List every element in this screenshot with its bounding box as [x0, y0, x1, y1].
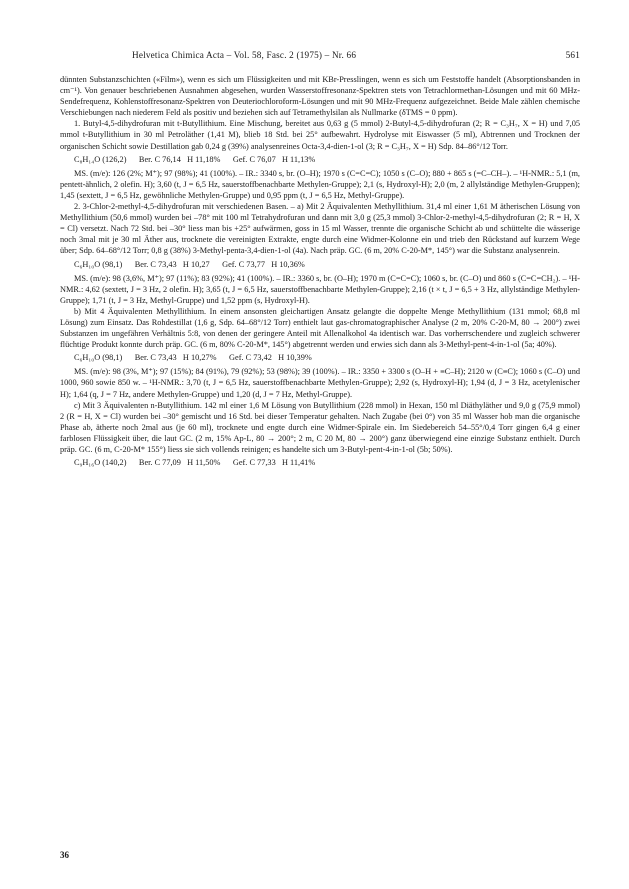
elemental-analysis: C₉H₁₆O (140,2) Ber. C 77,09 H 11,50% Gef. C 77,33 H 11,41% — [74, 458, 316, 468]
spectral-data: MS. (m/e): 98 (3%, M⁺); 97 (15%); 84 (91%), 79 (92%); 53 (98%); 39 (100%). – IR.: 3350 + 3300 s (O–H + ≡C–H); 2120 w (C≡C); 1060 s (C–O) und 1000, 960 sowie 850 w. – ¹H-NMR.: 3,70 (t, J = 6,5 Hz, sauerstoffbenachbarte Methylen-Gruppe); 2,92 (s, Hydroxyl-H); 1,94 (d, J = 3 Hz, acetylenischer H); 1,64 (q, J = 7 Hz, andere Methylen-Gruppe) und 1,20 (d, J = 7 Hz, Methyl-Gruppe). — [60, 367, 580, 399]
journal-title: Helvetica Chimica Acta – Vol. 58, Fasc. 2 (1975) – Nr. 66 — [132, 50, 357, 60]
paragraph: 1. Butyl-4,5-dihydrofuran mit t-Butyllithium. Eine Mischung, bereitet aus 0,63 g (5 mmol) 2-Butyl-4,5-dihydrofuran (2; R = C₃H₇, X = H) und 7,05 mmol t-Butyllithium in 30 ml Petroläther (1,41 M), blieb 18 Std. bei 25° aufbewahrt. Hydrolyse mit Eiswasser (5 ml), Abtrennen und Trocknen der organischen Schicht sowie Destillation gab 0,24 g (39%) analysenreines Octa-3,4-dien-1-ol (3; R = C₃H₇, X = H) Sdp. 84–86°/12 Torr. — [60, 119, 580, 151]
paragraph: b) Mit 4 Äquivalenten Methyllithium. In einem ansonsten gleichartigen Ansatz gelangte die doppelte Menge Methyllithium (131 mmol; 68,8 ml Lösung) zum Einsatz. Das Rohdestillat (1,6 g, Sdp. 64–68°/12 Torr) enthielt laut gas-chromatographischer Analyse (2 m, 20% C-20-M, 80 → 200°) zwei Substanzen im ungefähren Verhältnis 5:8, von denen der geringere Anteil mit Allenalkohol 4a identisch war. Das vorherrschendere und zugleich schwerer flüchtige Produkt konnte durch präp. GC. (6 m, 80% C-20-M*, 145°) abgetrennt werden und erwies sich dann als 3-Methyl-pent-4-in-1-ol (5a; 40%). — [60, 306, 580, 350]
spectral-data: MS. (m/e): 98 (3,6%, M⁺); 97 (11%); 83 (92%); 41 (100%). – IR.: 3360 s, br. (O–H); 1970 m (C=C=C); 1060 s, br. (C–O) und 860 s (C=C=CH₂). – ¹H-NMR.: 4,62 (sextett, J = 3 Hz, 2 olefin. H); 3,65 (t, J = 6,5 Hz, sauerstoffbenachbarte Methylen-Gruppe); 2,16 (t × t, J = 6,5 + 3 Hz, allylständige Methylen-Gruppe); 1,71 (t, J = 3 Hz, Methyl-Gruppe) und 1,52 ppm (s, Hydroxyl-H). — [60, 273, 580, 305]
page-number: 561 — [565, 50, 580, 60]
footer-mark: 36 — [60, 850, 69, 860]
running-header — [60, 50, 580, 64]
spectral-data: MS. (m/e): 126 (2%; M⁺); 97 (98%); 41 (100%). – IR.: 3340 s, br. (O–H); 1970 s (C=C=C); 1050 s (C–O); 880 + 865 s (=C–CH–). – ¹H-NMR.: 5,1 (m, pentett-ähnlich, 2 olefin. H); 3,60 (t, J = 6,5 Hz, sauerstoffbenachbarte Methylen-Gruppe); 2,1 (s, Hydroxyl-H); 2,0 (m, 2 allylständige Methylen-Gruppen); 1,45 (sextett, J = 6,5 Hz, gewöhnliche Methylen-Gruppe) und 0,95 ppm (t, J = 6,5 Hz, Methyl-Gruppe). — [60, 168, 580, 200]
article-body — [60, 74, 580, 834]
elemental-analysis: C₆H₁₀O (98,1) Ber. C 73,43 H 10,27% Gef. C 73,42 H 10,39% — [74, 353, 312, 363]
elemental-analysis: C₈H₁₄O (126,2) Ber. C 76,14 H 11,18% Gef. C 76,07 H 11,13% — [74, 154, 316, 164]
paragraph: dünnten Substanzschichten («Film»), wenn es sich um Flüssigkeiten und mit KBr-Presslingen, wenn es sich um Feststoffe handelt (Absorptionsbanden in cm⁻¹). Von genauer beschriebenen Ausnahmen abgesehen, wurden Wasserstoffresonanz-Spektren stets von Tetrachlormethan-Lösungen und mit 60 MHz-Sendefrequenz, Kohlenstoffresonanz-Spektren von Deuteriochloroform-Lösungen und mit 90 MHz-Frequenz aufgezeichnet. Beide Male zählen chemische Verschiebungen nach niederem Feld als positiv und beziehen sich auf Tetramethylsilan als Nullmarke (δTMS = 0 ppm). — [60, 75, 580, 118]
paragraph: 2. 3-Chlor-2-methyl-4,5-dihydrofuran mit verschiedenen Basen. – a) Mit 2 Äquivalenten Methyllithium. 31,4 ml einer 1,61 M ätherischen Lösung von Methyllithium (50,6 mmol) wurden bei –78° mit 100 ml Tetrahydrofuran und dann mit 3,0 g (25,3 mmol) 3-Chlor-2-methyl-4,5-dihydrofuran (2; R = H, X = Cl) versetzt. Nach 72 Std. bei –30° liess man bis +25° aufwärmen, goss in 15 ml Wasser, trennte die organische Schicht ab und schüttelte die wässerige noch 3mal mit je 30 ml Äther aus, trocknete die vereinigten Extrakte, engte durch eine Widmer-Kolonne ein und trieb den Rückstand auf kurzem Wege über; Sdp. 64–68°/12 Torr; 0,8 g (38%) 3-Methyl-penta-3,4-dien-1-ol (4a). Nach präp. GC. (6 m, 20% C-20-M*, 145°) war die Substanz analysenrein. — [60, 202, 580, 256]
paragraph: c) Mit 3 Äquivalenten n-Butyllithium. 142 ml einer 1,6 M Lösung von Butyllithium (228 mmol) in Hexan, 150 ml Diäthyläther und 9,0 g (75,9 mmol) 2 (R = H, X = Cl) wurden bei –30° gemischt und 16 Std. bei dieser Temperatur gehalten. Nach Zugabe (bei 0°) von 35 ml Wasser hob man die organische Phase ab, ätherte noch 2mal aus (je 60 ml), trocknete und engte durch eine Widmer-Spirale ein. Im Siedebereich 54–55°/0,4 Torr gingen 6,4 g einer farblosen Flüssigkeit über, die laut GC. (2 m, 15% Ap-L, 80 → 200°; 2 m, C 20 M, 80 → 200°) ganz überwiegend eine einzige Substanz enthielt. Durch präp. GC. (6 m, C-20-M* 155°) liess sie sich vollends reinigen; es handelte sich um 3-Butyl-pent-4-in-1-ol (5b; 50%). — [60, 400, 580, 454]
elemental-analysis: C₆H₁₀O (98,1) Ber. C 73,43 H 10,27 Gef. C 73,77 H 10,36% — [74, 259, 305, 269]
